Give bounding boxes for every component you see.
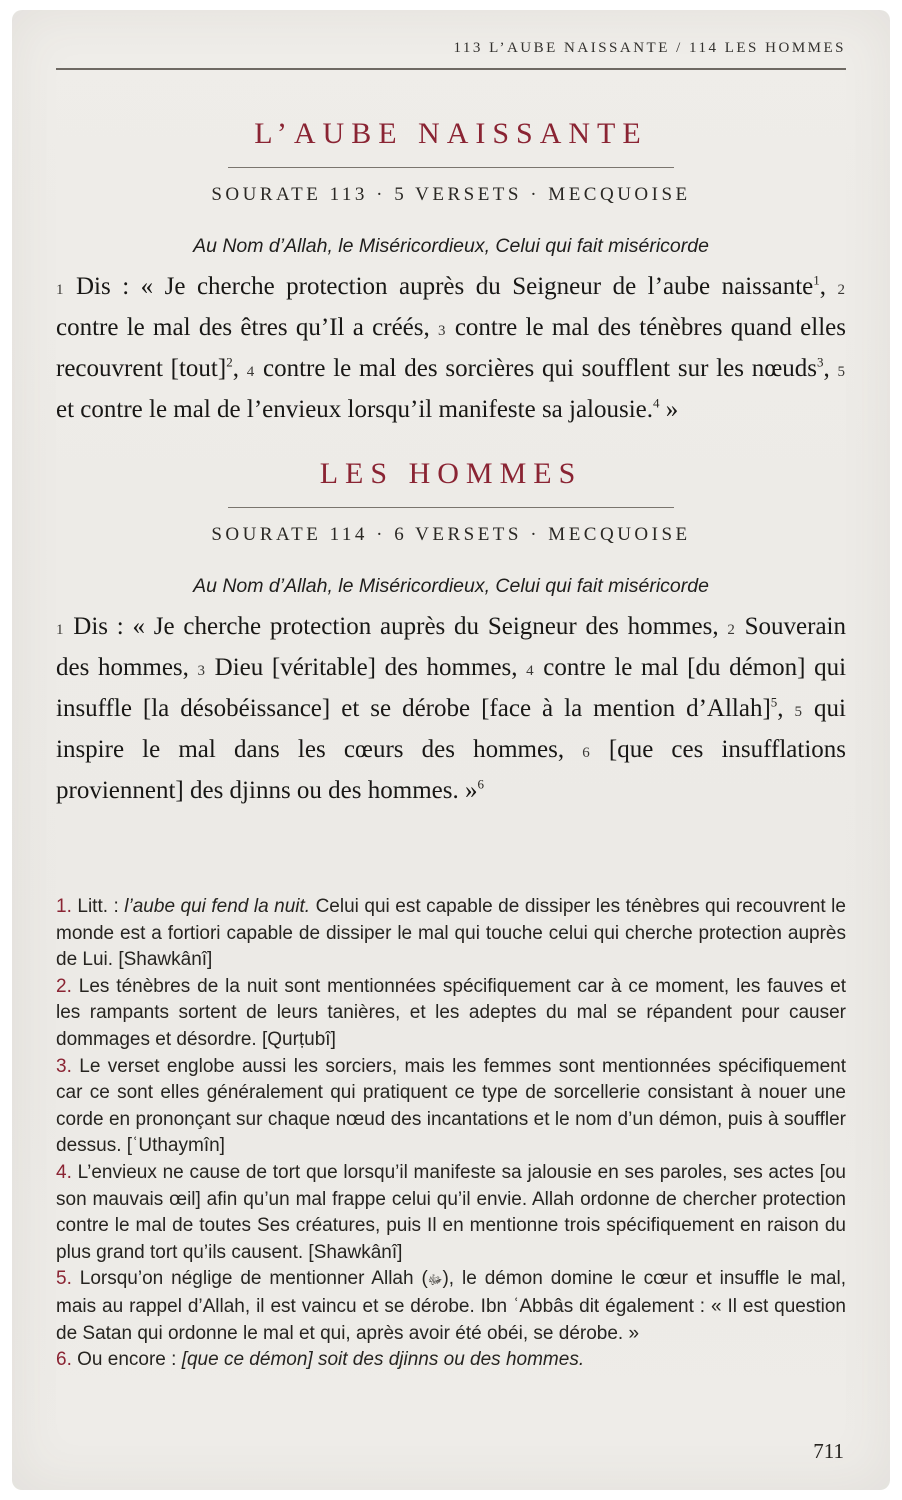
footnote-marker: 2.	[56, 975, 72, 997]
footnote-reference: 6	[477, 776, 484, 792]
footnote	[56, 1266, 846, 1347]
surah-114-subtitle: SOURATE 114 · 6 VERSETS · MECQUOISE	[211, 524, 691, 545]
verse-number: 2	[837, 282, 846, 298]
verse-number: 5	[794, 704, 803, 720]
footnote-text-italic: [que ce démon] soit des djinns ou des hommes.	[181, 1349, 585, 1371]
footnote-reference: 2	[226, 354, 233, 370]
footnote	[56, 894, 846, 974]
surah-114-verses: 1 Dis : « Je cherche protection auprès du Seigneur des hommes, 2 Souverain des hommes, 3 Dieu [véritable] des hommes, 4 contre le mal [du démon] qui insuffle [la désobéissance] et se dérobe [face à la mention d’Allah]$^5$, 5 qui inspire le mal dans les cœurs des hommes, 6 [que ces insufflations proviennent] des djinns ou des hommes. »$^6$	[56, 613, 847, 804]
footnote-marker: 5.	[56, 1268, 72, 1290]
footnote	[56, 1347, 846, 1374]
page-number: 711	[813, 1439, 844, 1463]
verse-number: 6	[582, 745, 590, 761]
surah-113-verses: 1 Dis : « Je cherche protection auprès du Seigneur de l’aube naissante$^1$, 2 contre le mal des êtres qu’Il a créés, 3 contre le mal des ténèbres quand elles recouvrent [tout]$^2$, 4 contre le mal des sorcières qui soufflent sur les nœuds$^3$, 5 et contre le mal de l’envieux lorsqu’il manifeste sa jalousie.$^4$ »	[56, 272, 846, 423]
footnote-marker: 4.	[56, 1161, 72, 1183]
surah-114-title: LES HOMMES	[319, 457, 583, 490]
surah-113-title: L’AUBE NAISSANTE	[254, 117, 648, 150]
surah-114	[56, 456, 846, 809]
verse-number: 2	[727, 622, 735, 638]
footnotes	[56, 894, 846, 1374]
surah-114-title-rule	[228, 507, 674, 508]
footnote-text: Le verset englobe aussi les sorciers, mais les femmes sont mentionnées spécifiquement car ce sont elles généralement qui pratiquent ce type de sorcellerie consistant à nouer une corde en prononçant sur chaque nœud des incantations et le nom d’un démon, puis à souffler dessus. [ʿUthaymîn]	[56, 1055, 847, 1157]
header-rule	[56, 68, 846, 70]
verse-number: 1	[56, 282, 64, 298]
footnote-text: Celui qui est capable de dissiper les ténèbres qui recouvrent le monde est a fortiori capable de dissiper le mal qui touche celui qui cherche protection auprès de Lui. [Shawkânî]	[56, 896, 846, 971]
footnote	[56, 1054, 846, 1160]
footnote-text: Lorsqu’on néglige de mentionner Allah (	[79, 1268, 428, 1290]
footnote-text-italic: l’aube qui fend la nuit.	[124, 896, 311, 917]
footnote-text: L’envieux ne cause de tort que lorsqu’il manifeste sa jalousie en ses paroles, ses actes [ou son mauvais œil] afin qu’un mal frappe celui qu’il envie. Allah ordonne de chercher protection contre le mal de toutes Ses créatures, puis Il en mentionne trois spécifiquement en raison du plus grand tort qu’ils causent. [Shawkânî]	[56, 1161, 846, 1263]
footnote-text: Litt. :	[77, 896, 125, 917]
running-header: 113 L’AUBE NAISSANTE / 114 LES HOMMES	[453, 40, 846, 56]
verse-number: 4	[526, 663, 534, 679]
verse-number: 3	[197, 663, 206, 679]
surah-113-bismillah: Au Nom d’Allah, le Miséricordieux, Celui qui fait miséricorde	[193, 235, 709, 257]
footnote-text: ), le démon domine le cœur et insuffle le mal, mais au rappel d’Allah, il est vaincu et se dérobe. Ibn ʿAbbâs dit également : « Il est question de Satan qui ordonne le mal et qui, après avoir été obéi, se dérobe. »	[56, 1268, 846, 1344]
footnote-marker: 3.	[56, 1055, 72, 1077]
footnote-reference: 1	[813, 272, 820, 288]
verse-number: 1	[56, 622, 64, 638]
footnote-reference: 4	[653, 395, 660, 411]
footnote-reference: 5	[770, 694, 778, 710]
footnote-text: Les ténèbres de la nuit sont mentionnées spécifiquement car à ce moment, les fauves et les rampants sortent de leurs tanières, et les adeptes du mal se répandent pour causer dommages et désordre. [Qurṭubî]	[56, 975, 847, 1050]
footnote-reference: 3	[816, 354, 824, 370]
footnote	[56, 974, 846, 1054]
verse-number: 3	[438, 323, 446, 339]
surah-113	[56, 116, 846, 428]
surah-113-subtitle: SOURATE 113 · 5 VERSETS · MECQUOISE	[211, 184, 691, 205]
footnote-marker: 1.	[56, 896, 72, 917]
surah-114-bismillah: Au Nom d’Allah, le Miséricordieux, Celui qui fait miséricorde	[193, 575, 709, 597]
book-page	[12, 10, 890, 1490]
surah-113-title-rule	[228, 167, 674, 168]
footnote-text: Ou encore :	[77, 1349, 182, 1371]
honorific-glyph: ﷻ	[427, 1272, 443, 1288]
footnote-marker: 6.	[56, 1349, 72, 1371]
verse-number: 4	[246, 364, 255, 380]
footnote	[56, 1160, 846, 1266]
verse-number: 5	[837, 364, 845, 380]
